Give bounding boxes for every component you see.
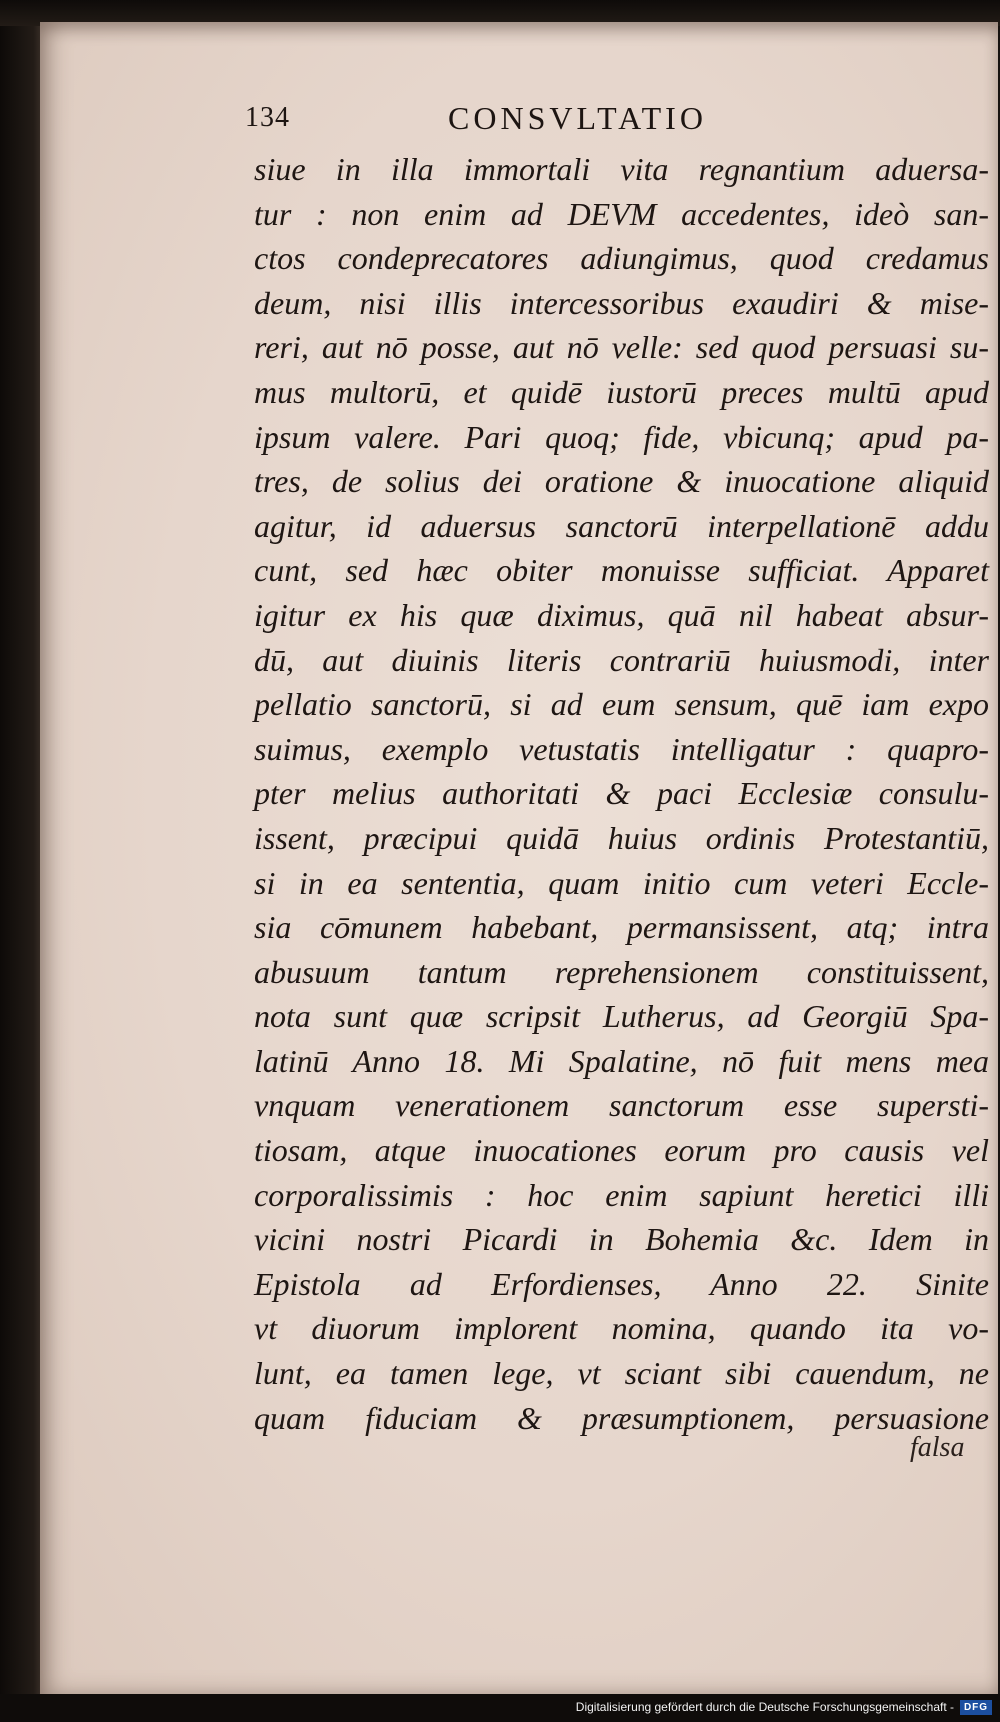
text-line: Epistola ad Erfordienses, Anno 22. Sinite bbox=[254, 1265, 989, 1302]
book-gutter-shadow bbox=[0, 0, 42, 1722]
text-line: suimus, exemplo vetustatis intelligatur : quapro- bbox=[254, 730, 989, 767]
text-line: pter melius authoritati & paci Ecclesiæ consulu- bbox=[254, 775, 989, 812]
text-line: igitur ex his quæ diximus, quā nil habeat absur- bbox=[254, 596, 989, 633]
funding-credit: Digitalisierung gefördert durch die Deutsche Forschungsgemeinschaft - bbox=[575, 1700, 954, 1714]
text-line: mus multorū, et quidē iustorū preces multū apud bbox=[254, 373, 989, 410]
dfg-logo: DFG bbox=[960, 1700, 992, 1715]
text-line: ipsum valere. Pari quoq; fide, vbicunq; apud pa- bbox=[254, 418, 989, 455]
text-line: sia cōmunem habebant, permansissent, atq; intra bbox=[254, 909, 989, 946]
text-line: vicini nostri Picardi in Bohemia &c. Idem in bbox=[254, 1221, 989, 1258]
page-header bbox=[40, 102, 998, 142]
text-line: ctos condeprecatores adiungimus, quod credamus bbox=[254, 240, 989, 277]
text-line: quam fiduciam & præsumptionem, persuasione bbox=[254, 1399, 989, 1436]
running-head: CONSVLTATIO bbox=[448, 100, 707, 136]
text-line: pellatio sanctorū, si ad eum sensum, quē iam expo bbox=[254, 686, 989, 723]
text-line: tur : non enim ad DEVM accedentes, ideò san- bbox=[254, 195, 989, 232]
page-number: 134 bbox=[245, 102, 290, 133]
text-line: corporalissimis : hoc enim sapiunt heretici illi bbox=[254, 1176, 989, 1213]
text-line: nota sunt quæ scripsit Lutherus, ad Georgiū Spa- bbox=[254, 998, 989, 1035]
text-line: abusuum tantum reprehensionem constituissent, bbox=[254, 953, 989, 990]
text-line: issent, præcipui quidā huius ordinis Protestantiū, bbox=[254, 819, 989, 856]
text-line: vnquam venerationem sanctorum esse supersti- bbox=[254, 1087, 989, 1124]
text-line: cunt, sed hæc obiter monuisse sufficiat. Apparet bbox=[254, 552, 989, 589]
catchword: falsa bbox=[910, 1432, 965, 1463]
digitization-footer bbox=[0, 1694, 1000, 1722]
text-line: reri, aut nō posse, aut nō velle: sed quod persuasi su- bbox=[254, 329, 989, 366]
text-line: latinū Anno 18. Mi Spalatine, nō fuit mens mea bbox=[254, 1042, 989, 1079]
book-page bbox=[40, 22, 998, 1694]
text-line: vt diuorum implorent nomina, quando ita vo- bbox=[254, 1310, 989, 1347]
text-line: si in ea sententia, quam initio cum veteri Eccle- bbox=[254, 864, 989, 901]
body-text bbox=[254, 147, 989, 1440]
text-line: deum, nisi illis intercessoribus exaudiri & mise- bbox=[254, 284, 989, 321]
text-line: tiosam, atque inuocationes eorum pro causis vel bbox=[254, 1132, 989, 1169]
text-line: dū, aut diuinis literis contrariū huiusmodi, inter bbox=[254, 641, 989, 678]
text-line: tres, de solius dei oratione & inuocatione aliquid bbox=[254, 463, 989, 500]
text-line: siue in illa immortali vita regnantium aduersa- bbox=[254, 151, 989, 187]
text-line: lunt, ea tamen lege, vt sciant sibi cauendum, ne bbox=[254, 1355, 989, 1392]
text-line: agitur, id aduersus sanctorū interpellationē addu bbox=[254, 507, 989, 544]
